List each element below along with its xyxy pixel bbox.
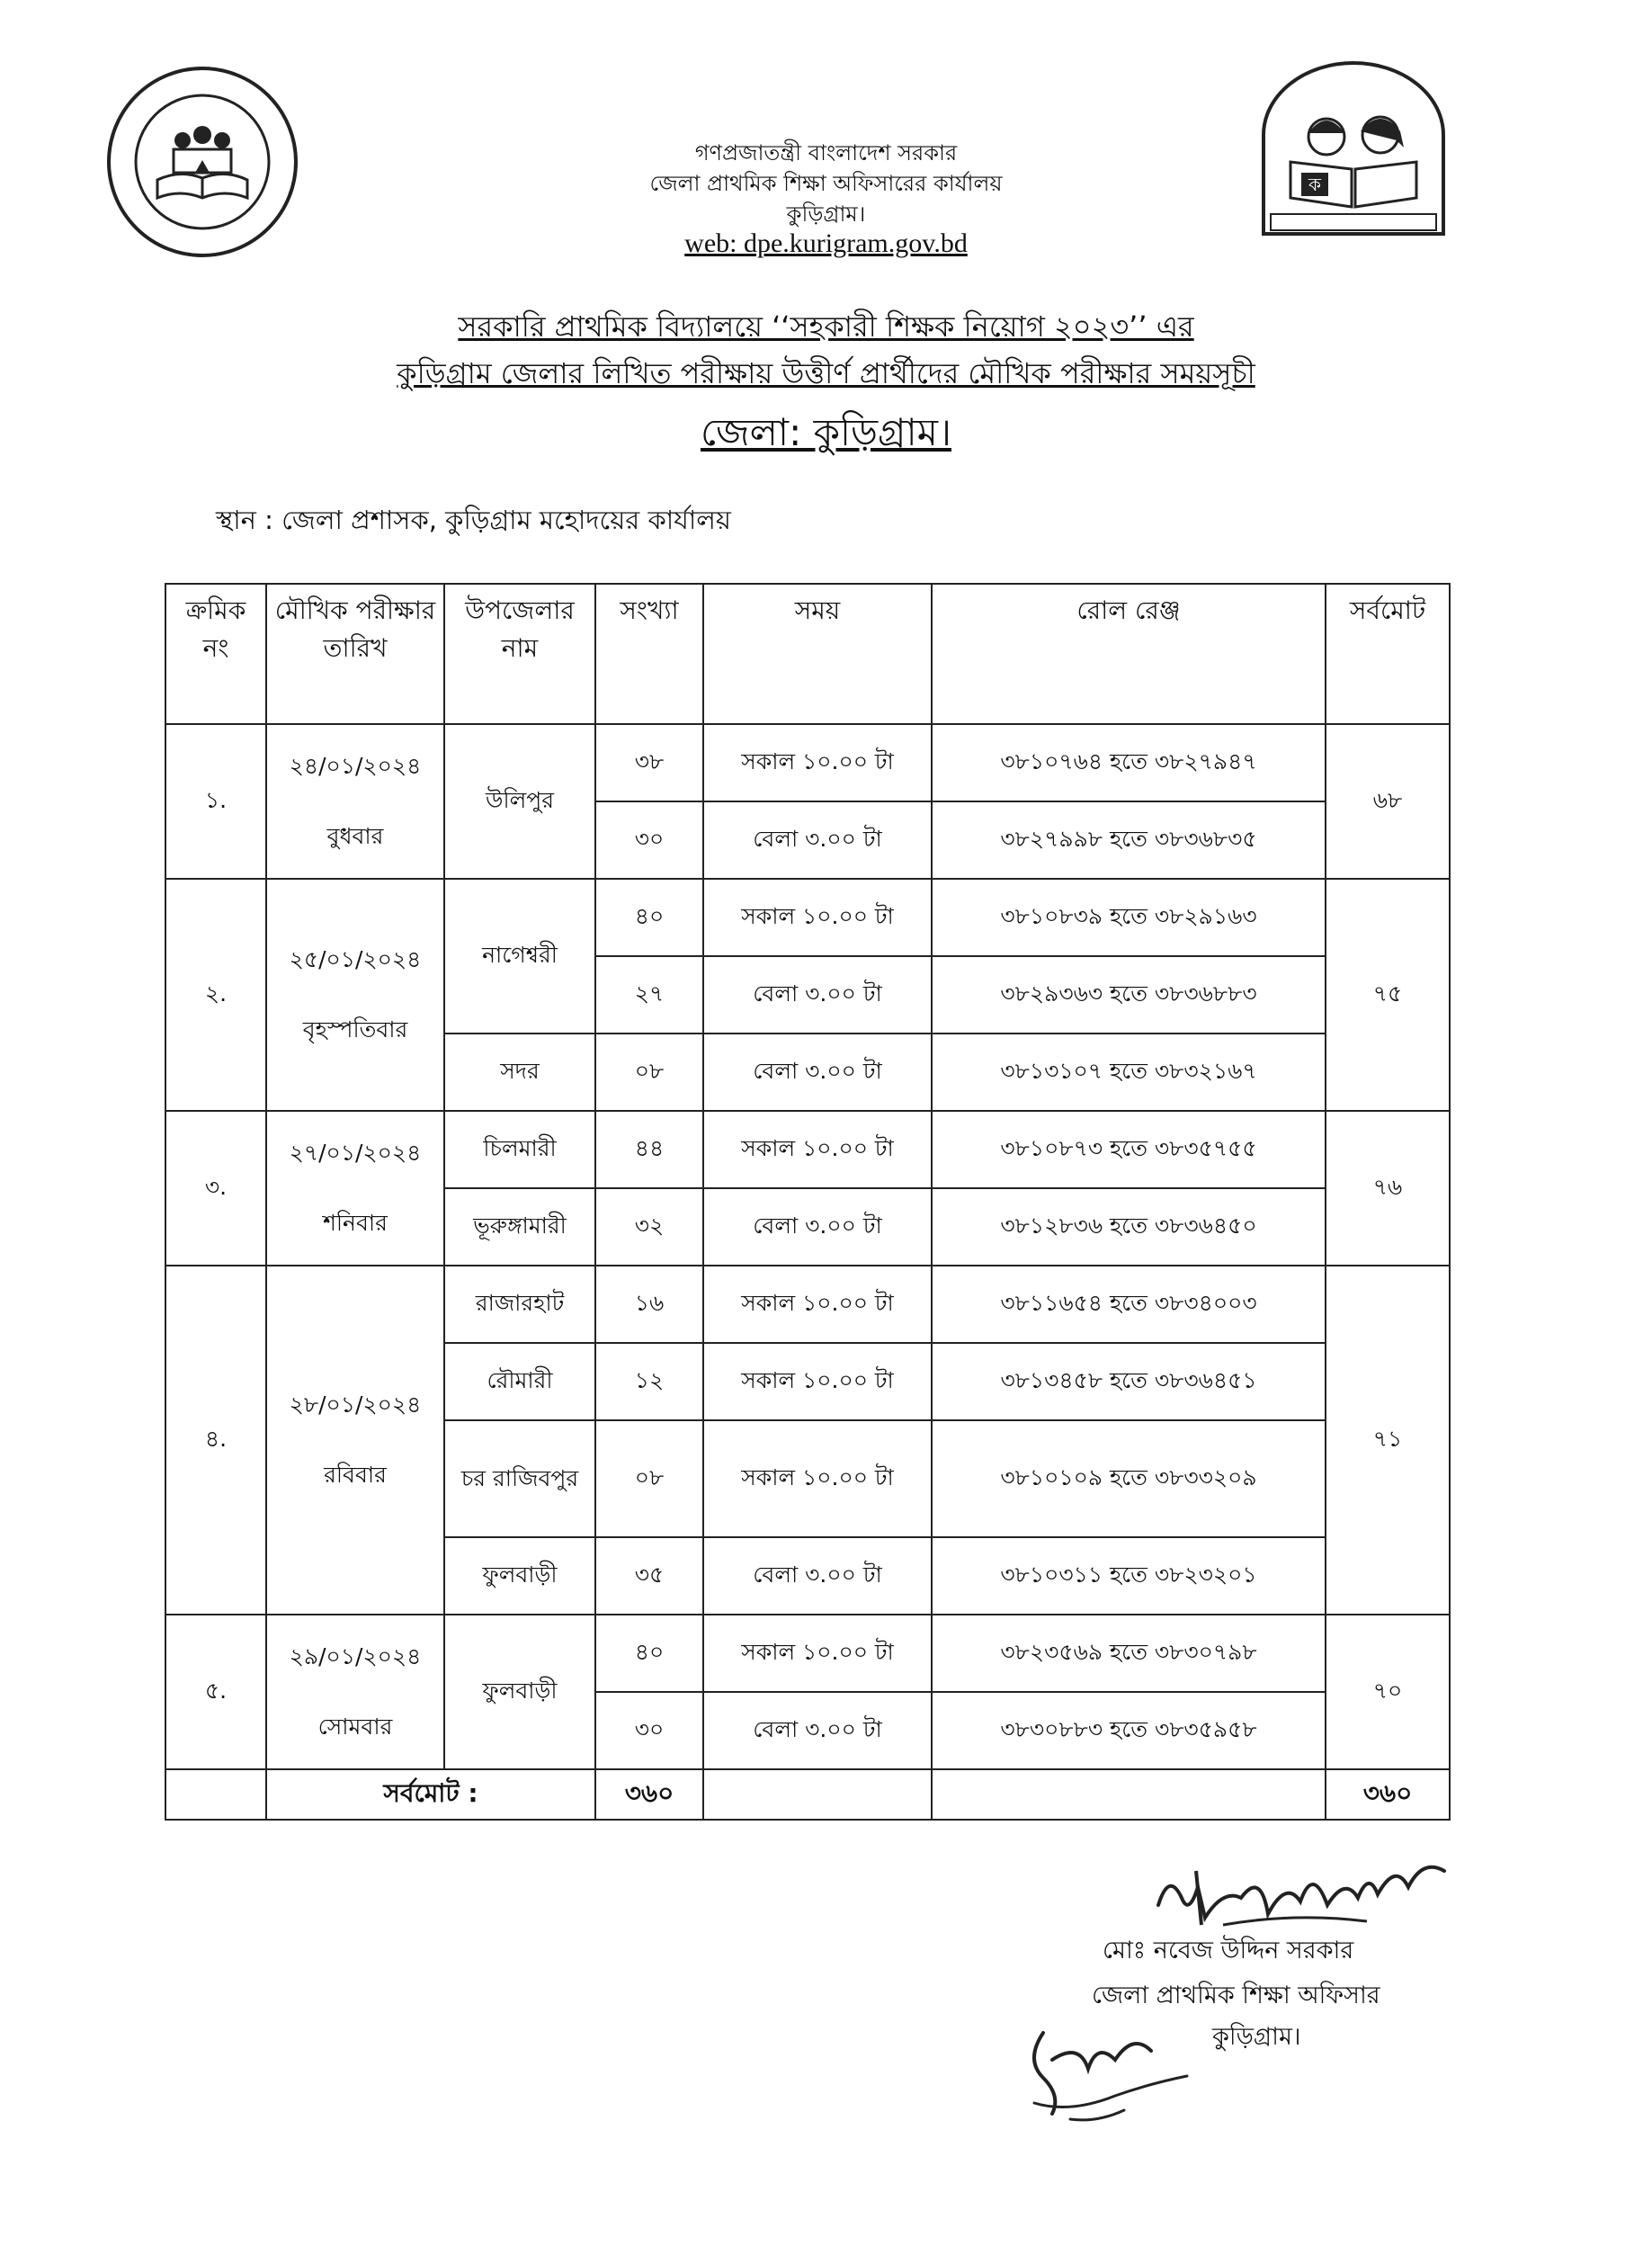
time-cell: সকাল ১০.০০ টা (703, 1111, 932, 1188)
time-cell: বেলা ৩.০০ টা (703, 1537, 932, 1615)
time-cell: সকাল ১০.০০ টা (703, 1615, 932, 1692)
header-count: সংখ্যা (595, 584, 703, 724)
roll-cell: ৩৮১০৭৬৪ হতে ৩৮২৭৯৪৭ (932, 724, 1326, 801)
time-cell: বেলা ৩.০০ টা (703, 1188, 932, 1266)
table-row (165, 1615, 1450, 1692)
table-row (165, 1266, 1450, 1343)
signatory-designation: জেলা প্রাথমিক শিক্ষা অফিসার (1092, 1982, 1380, 2009)
upazila-cell: সদর (444, 1034, 595, 1111)
roll-cell: ৩৮৩০৮৮৩ হতে ৩৮৩৫৯৫৮ (932, 1692, 1326, 1769)
roll-cell: ৩৮১০৮৩৯ হতে ৩৮২৯১৬৩ (932, 879, 1326, 956)
exam-day: সোমবার (317, 1714, 393, 1740)
count-cell: ৪০ (595, 879, 703, 956)
table-row (165, 1111, 1450, 1188)
roll-cell: ৩৮১৩১০৭ হতে ৩৮৩২১৬৭ (932, 1034, 1326, 1111)
table-row (165, 724, 1450, 801)
website-link[interactable] (0, 228, 1652, 259)
count-cell: ৩৮ (595, 724, 703, 801)
roll-cell: ৩৮১০১০৯ হতে ৩৮৩৩২০৯ (932, 1420, 1326, 1537)
venue-text: স্থান : জেলা প্রশাসক, কুড়িগ্রাম মহোদয়ের কার্যালয় (216, 505, 731, 535)
date-cell (266, 879, 444, 1111)
roll-cell: ৩৮১০৩১১ হতে ৩৮২৩২০১ (932, 1537, 1326, 1615)
serial-cell: ৩. (165, 1111, 266, 1266)
total-empty-cell (703, 1769, 932, 1820)
serial-cell: ৪. (165, 1266, 266, 1615)
title-line-1-text: সরকারি প্রাথমিক বিদ্যালয়ে ‘‘সহকারী শিক্ষক নিয়োগ ২০২৩’’ এর (458, 309, 1194, 344)
roll-cell: ৩৮১০৮৭৩ হতে ৩৮৩৫৭৫৫ (932, 1111, 1326, 1188)
count-cell: ৩০ (595, 1692, 703, 1769)
count-cell: ৩২ (595, 1188, 703, 1266)
date-cell (266, 1111, 444, 1266)
title-line-1 (0, 304, 1652, 353)
roll-cell: ৩৮১৩৪৫৮ হতে ৩৮৩৬৪৫১ (932, 1343, 1326, 1420)
website-link-text[interactable]: web: dpe.kurigram.gov.bd (684, 228, 968, 258)
upazila-cell: ফুলবাড়ী (444, 1537, 595, 1615)
district-title-text: জেলা: কুড়িগ্রাম। (701, 410, 951, 454)
exam-day: বৃহস্পতিবার (302, 1016, 408, 1043)
exam-date: ২৫/০১/২০২৪ (289, 946, 422, 972)
office-city: কুড়িগ্রাম। (786, 201, 866, 227)
total-cell: ৭৫ (1326, 879, 1450, 1111)
total-cell: ৬৮ (1326, 724, 1450, 879)
header-total: সর্বমোট (1326, 584, 1450, 724)
count-cell: ০৮ (595, 1034, 703, 1111)
total-empty-cell (165, 1769, 266, 1820)
count-cell: ১৬ (595, 1266, 703, 1343)
title-line-2 (0, 351, 1652, 399)
total-empty-cell (932, 1769, 1326, 1820)
serial-cell: ১. (165, 724, 266, 879)
header-serial: ক্রমিক নং (165, 584, 266, 724)
district-title (0, 403, 1652, 467)
roll-cell: ৩৮২৭৯৯৮ হতে ৩৮৩৬৮৩৫ (932, 801, 1326, 879)
roll-cell: ৩৮২৯৩৬৩ হতে ৩৮৩৬৮৮৩ (932, 956, 1326, 1034)
exam-day: বুধবার (326, 823, 384, 849)
upazila-cell: উলিপুর (444, 724, 595, 879)
count-cell: ০৮ (595, 1420, 703, 1537)
upazila-cell: নাগেশ্বরী (444, 879, 595, 1034)
roll-cell: ৩৮২৩৫৬৯ হতে ৩৮৩০৭৯৮ (932, 1615, 1326, 1692)
time-cell: সকাল ১০.০০ টা (703, 1420, 932, 1537)
total-count: ৩৬০ (595, 1769, 703, 1820)
time-cell: সকাল ১০.০০ টা (703, 879, 932, 956)
count-cell: ১২ (595, 1343, 703, 1420)
total-cell: ৭১ (1326, 1266, 1450, 1615)
time-cell: সকাল ১০.০০ টা (703, 724, 932, 801)
total-label: সর্বমোট : (266, 1769, 595, 1820)
signatory-name: মোঃ নবেজ উদ্দিন সরকার (1103, 1937, 1354, 1964)
header-time: সময় (703, 584, 932, 724)
upazila-cell: রাজারহাট (444, 1266, 595, 1343)
serial-cell: ৫. (165, 1615, 266, 1769)
upazila-cell: ভূরুঙ্গামারী (444, 1188, 595, 1266)
serial-cell: ২. (165, 879, 266, 1111)
time-cell: বেলা ৩.০০ টা (703, 1034, 932, 1111)
time-cell: বেলা ৩.০০ টা (703, 801, 932, 879)
exam-date: ২৯/০১/২০২৪ (289, 1643, 422, 1669)
header-date: মৌখিক পরীক্ষার তারিখ (266, 584, 444, 724)
exam-date: ২৪/০১/২০২৪ (289, 753, 422, 779)
upazila-cell: চর রাজিবপুর (444, 1420, 595, 1537)
count-cell: ৪০ (595, 1615, 703, 1692)
roll-cell: ৩৮১২৮৩৬ হতে ৩৮৩৬৪৫০ (932, 1188, 1326, 1266)
upazila-cell: চিলমারী (444, 1111, 595, 1188)
initial-signature-icon (1016, 2006, 1205, 2132)
upazila-cell: ফুলবাড়ী (444, 1615, 595, 1769)
time-cell: বেলা ৩.০০ টা (703, 956, 932, 1034)
svg-text:ক: ক (1308, 174, 1321, 195)
upazila-cell: রৌমারী (444, 1343, 595, 1420)
header-upazila: উপজেলার নাম (444, 584, 595, 724)
date-cell (266, 724, 444, 879)
date-cell (266, 1266, 444, 1615)
table-total-row (165, 1769, 1450, 1820)
total-cell: ৭০ (1326, 1615, 1450, 1769)
count-cell: ২৭ (595, 956, 703, 1034)
count-cell: ৩০ (595, 801, 703, 879)
signatory-city: কুড়িগ্রাম। (1212, 2023, 1301, 2051)
table-row (165, 879, 1450, 956)
office-name: জেলা প্রাথমিক শিক্ষা অফিসারের কার্যালয় (649, 171, 1003, 196)
time-cell: বেলা ৩.০০ টা (703, 1692, 932, 1769)
table-header-row (165, 584, 1450, 724)
grand-total: ৩৬০ (1326, 1769, 1450, 1820)
roll-cell: ৩৮১১৬৫৪ হতে ৩৮৩৪০০৩ (932, 1266, 1326, 1343)
count-cell: ৩৫ (595, 1537, 703, 1615)
time-cell: সকাল ১০.০০ টা (703, 1266, 932, 1343)
title-line-2-text: কুড়িগ্রাম জেলার লিখিত পরীক্ষায় উত্তীর্ণ প্রার্থীদের মৌখিক পরীক্ষার সময়সূচী (397, 356, 1255, 390)
government-name: গণপ্রজাতন্ত্রী বাংলাদেশ সরকার (694, 140, 958, 166)
header-roll: রোল রেঞ্জ (932, 584, 1326, 724)
exam-day: শনিবার (323, 1210, 388, 1236)
schedule-table (165, 583, 1451, 1821)
exam-day: রবিবার (324, 1462, 387, 1488)
exam-date: ২৭/০১/২০২৪ (289, 1140, 422, 1166)
total-cell: ৭৬ (1326, 1111, 1450, 1266)
time-cell: সকাল ১০.০০ টা (703, 1343, 932, 1420)
exam-date: ২৮/০১/২০২৪ (289, 1392, 422, 1418)
date-cell (266, 1615, 444, 1769)
count-cell: ৪৪ (595, 1111, 703, 1188)
